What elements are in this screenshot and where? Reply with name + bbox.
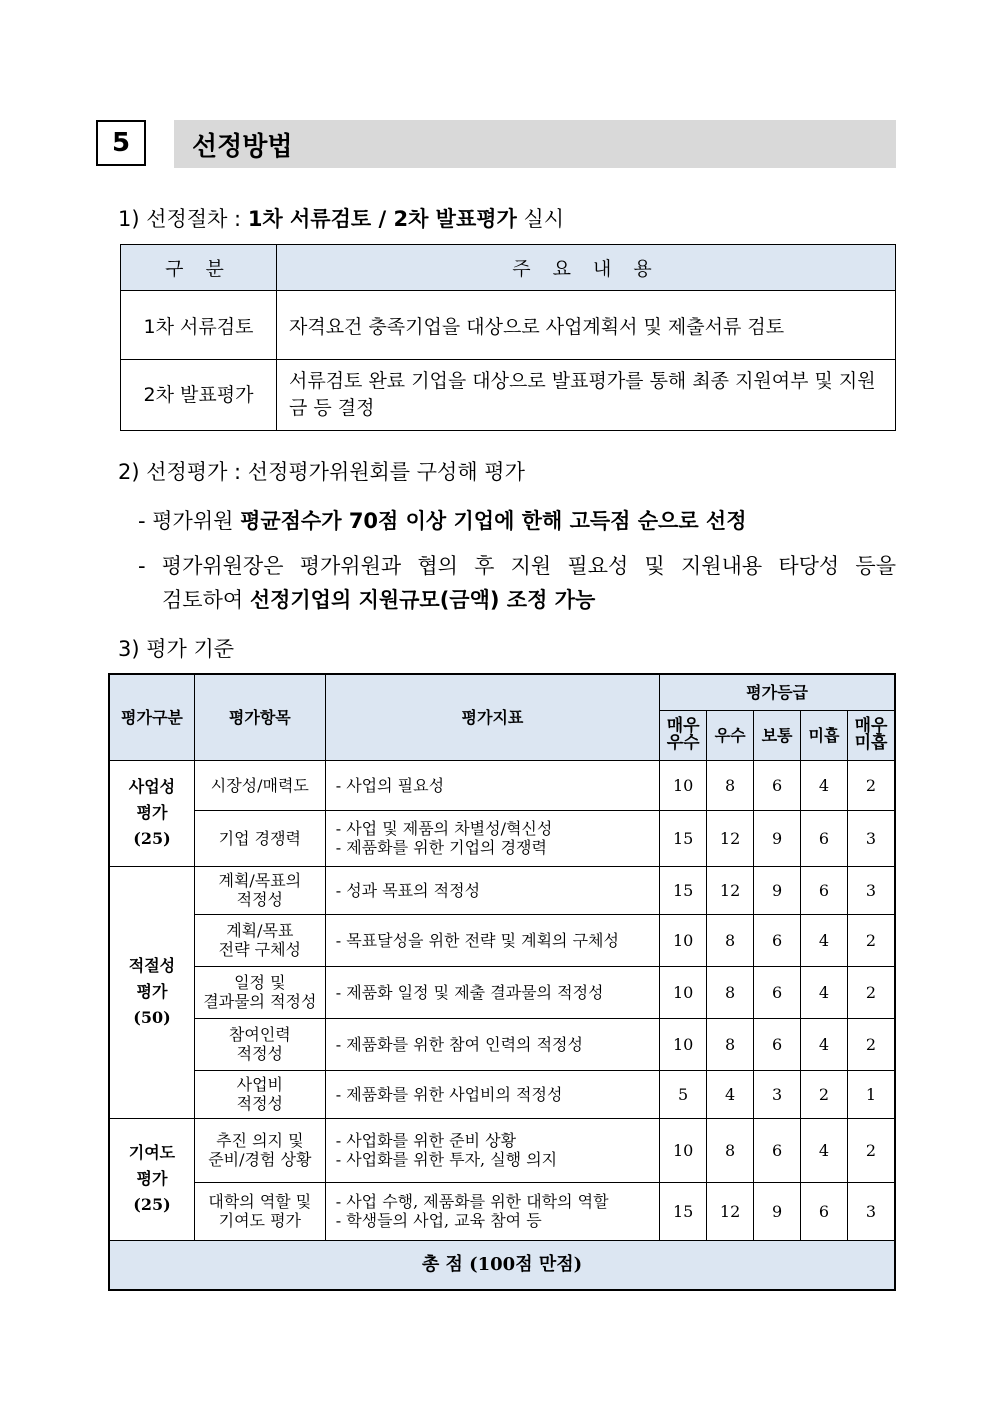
eval-item: 일정 및 결과물의 적정성 [194, 966, 325, 1018]
eval-score: 12 [707, 810, 754, 866]
eval-item: 사업비 적정성 [194, 1070, 325, 1118]
grade-header: 미흡 [801, 710, 848, 760]
table-row [109, 810, 895, 866]
table1-row-label: 2차 발표평가 [121, 360, 277, 431]
eval-score: 2 [801, 1070, 848, 1118]
bullet2-line1: - 평가위원장은 평가위원과 협의 후 지원 필요성 및 지원내용 타당성 등을 [138, 554, 896, 578]
bullet1-line [138, 505, 746, 535]
table-row [109, 866, 895, 914]
section-number: 5 [96, 120, 146, 166]
table1-header-content: 주 요 내 용 [277, 245, 896, 291]
eval-score: 2 [847, 760, 895, 810]
eval-score: 4 [801, 966, 848, 1018]
eval-score: 3 [847, 810, 895, 866]
eval-score: 4 [707, 1070, 754, 1118]
bullet1-prefix: - 평가위원 [138, 509, 241, 533]
table1-row-content: 서류검토 완료 기업을 대상으로 발표평가를 통해 최종 지원여부 및 지원금 등 결정 [277, 360, 896, 431]
eval-indicator: - 사업의 필요성 [325, 760, 659, 810]
table-row [109, 1118, 895, 1182]
item3-line: 3) 평가 기준 [118, 637, 235, 661]
grade-header: 보통 [754, 710, 801, 760]
eval-category: 기여도 평가 (25) [109, 1118, 194, 1240]
table-row [109, 1182, 895, 1240]
bullet2-line2-prefix: 검토하여 [162, 588, 250, 612]
eval-score: 3 [847, 1182, 895, 1240]
eval-score: 6 [754, 1018, 801, 1070]
item1-prefix: 1) 선정절차 : [118, 207, 248, 231]
eval-score: 10 [660, 1018, 707, 1070]
grade-header: 매우 미흡 [847, 710, 895, 760]
table1-row-label: 1차 서류검토 [121, 291, 277, 360]
eval-score: 1 [847, 1070, 895, 1118]
eval-score: 4 [801, 1018, 848, 1070]
eval-score: 6 [754, 914, 801, 966]
table2-total-row [109, 1240, 895, 1290]
eval-score: 9 [754, 1182, 801, 1240]
eval-indicator: - 제품화를 위한 사업비의 적정성 [325, 1070, 659, 1118]
eval-indicator: - 제품화 일정 및 제출 결과물의 적정성 [325, 966, 659, 1018]
eval-score: 15 [660, 1182, 707, 1240]
table1-row-content: 자격요건 충족기업을 대상으로 사업계획서 및 제출서류 검토 [277, 291, 896, 360]
eval-item: 계획/목표의 적정성 [194, 866, 325, 914]
item1-line [118, 203, 564, 233]
item2-line: 2) 선정평가 : 선정평가위원회를 구성해 평가 [118, 460, 525, 484]
eval-score: 9 [754, 810, 801, 866]
bullet2-line2-bold: 선정기업의 지원규모(금액) 조정 가능 [249, 588, 596, 612]
evaluation-criteria-table [108, 673, 896, 1291]
header-grade: 평가등급 [660, 674, 895, 710]
eval-score: 12 [707, 1182, 754, 1240]
eval-score: 10 [660, 760, 707, 810]
eval-indicator: - 사업 수행, 제품화를 위한 대학의 역할 - 학생들의 사업, 교육 참여 등 [325, 1182, 659, 1240]
eval-indicator: - 사업화를 위한 준비 상황 - 사업화를 위한 투자, 실행 의지 [325, 1118, 659, 1182]
header-item: 평가항목 [194, 674, 325, 760]
eval-item: 참여인력 적정성 [194, 1018, 325, 1070]
eval-indicator: - 사업 및 제품의 차별성/혁신성 - 제품화를 위한 기업의 경쟁력 [325, 810, 659, 866]
eval-item: 대학의 역할 및 기여도 평가 [194, 1182, 325, 1240]
table2-header-row [109, 674, 895, 710]
eval-score: 3 [754, 1070, 801, 1118]
table-row [109, 760, 895, 810]
eval-indicator: - 제품화를 위한 참여 인력의 적정성 [325, 1018, 659, 1070]
grade-header: 매우 우수 [660, 710, 707, 760]
eval-score: 10 [660, 1118, 707, 1182]
eval-indicator: - 성과 목표의 적정성 [325, 866, 659, 914]
eval-score: 4 [801, 1118, 848, 1182]
eval-score: 15 [660, 866, 707, 914]
eval-score: 8 [707, 966, 754, 1018]
table2-body [109, 760, 895, 1240]
eval-score: 8 [707, 914, 754, 966]
eval-indicator: - 목표달성을 위한 전략 및 계획의 구체성 [325, 914, 659, 966]
eval-score: 6 [754, 966, 801, 1018]
grade-header: 우수 [707, 710, 754, 760]
eval-score: 5 [660, 1070, 707, 1118]
eval-score: 2 [847, 914, 895, 966]
eval-score: 6 [801, 866, 848, 914]
eval-score: 6 [754, 760, 801, 810]
item1-bold: 1차 서류검토 / 2차 발표평가 [247, 207, 517, 231]
table-row [109, 966, 895, 1018]
eval-score: 6 [754, 1118, 801, 1182]
table-row [121, 291, 896, 360]
section-header [96, 120, 896, 170]
table-row [109, 1018, 895, 1070]
item1-suffix: 실시 [516, 207, 565, 231]
eval-item: 계획/목표 전략 구체성 [194, 914, 325, 966]
eval-item: 시장성/매력도 [194, 760, 325, 810]
table-row [109, 1070, 895, 1118]
section-title: 선정방법 [174, 120, 896, 168]
eval-score: 6 [801, 810, 848, 866]
table1-header-row [121, 245, 896, 291]
eval-score: 8 [707, 1018, 754, 1070]
eval-score: 9 [754, 866, 801, 914]
eval-score: 12 [707, 866, 754, 914]
eval-score: 2 [847, 1118, 895, 1182]
eval-category: 적절성 평가 (50) [109, 866, 194, 1118]
bullet1-bold: 평균점수가 70점 이상 기업에 한해 고득점 순으로 선정 [240, 509, 747, 533]
eval-score: 4 [801, 914, 848, 966]
eval-score: 2 [847, 1018, 895, 1070]
eval-score: 8 [707, 1118, 754, 1182]
selection-procedure-table [120, 244, 896, 431]
eval-score: 4 [801, 760, 848, 810]
eval-score: 15 [660, 810, 707, 866]
total-score-label: 총 점 (100점 만점) [109, 1240, 895, 1290]
header-category: 평가구분 [109, 674, 194, 760]
eval-item: 기업 경쟁력 [194, 810, 325, 866]
table-row [121, 360, 896, 431]
eval-score: 2 [847, 966, 895, 1018]
bullet2-line2 [162, 584, 595, 614]
eval-score: 6 [801, 1182, 848, 1240]
table1-header-category: 구 분 [121, 245, 277, 291]
eval-score: 10 [660, 966, 707, 1018]
eval-score: 8 [707, 760, 754, 810]
eval-score: 10 [660, 914, 707, 966]
header-indicator: 평가지표 [325, 674, 659, 760]
table-row [109, 914, 895, 966]
eval-category: 사업성 평가 (25) [109, 760, 194, 866]
eval-item: 추진 의지 및 준비/경험 상황 [194, 1118, 325, 1182]
eval-score: 3 [847, 866, 895, 914]
